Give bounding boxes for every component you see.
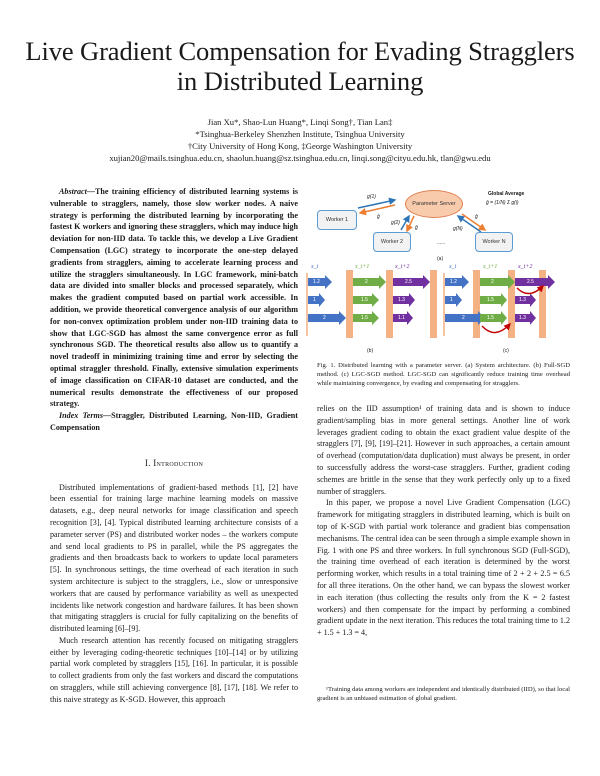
avg-label-2: ĝ <box>415 225 418 231</box>
abstract-text: —The training efficiency of distributed learning systems is vulnerable to stragglers, namely, those slow worker nodes. A naive strategy is performing the distributed learning by incorporating the fastest K workers and ignoring these stragglers, which may induce high deviation for non-IID data. To tackle this, we develop a Live Gradient Compensation (LGC) strategy to incorporate the one-step delayed gradients from stragglers, aiming to accelerate learning process and utilize the stragglers simultaneously. In LGC framework, mini-batch data are divided into smaller blocks and processed separately, which makes the gradient computed based on partial work accessible. In addition, we provide theoretical convergence analysis of our algorithm for non-convex optimization problem under non-IID training data to show that LGC-SGD has almost the same convergence error as full synchronous SGD. The theoretical results also allow us to quantify a novel tradeoff in minimizing training time and error by selecting the optimal straggler threshold. Finally, extensive simulation experiments of image classification on CIFAR-10 dataset are conducted, and the numerical results demonstrate the effectiveness of our proposed strategy. <box>50 187 298 409</box>
index-terms-label: Index Terms <box>59 411 103 421</box>
b-val: 2 <box>323 315 326 321</box>
b-val: 1.3 <box>398 297 405 303</box>
c-val: 1.5 <box>487 297 494 303</box>
footnote <box>317 686 570 704</box>
b-val: 1.5 <box>361 297 368 303</box>
section-heading: I. Introduction <box>144 457 204 468</box>
c-val: 1.3 <box>519 315 526 321</box>
iter-label-c-3: x_t+2 <box>518 264 533 270</box>
intro-paragraph-2: Much research attention has recently focused on mitigating stragglers either by leveraging coding-theoretic techniques [10]–[14] or by utilizing partial work completed by stragglers [15], [16]. In particular, it is possible to collect gradients from only the fast workers and discard the computations on stragglers, while still achieving convergence [8], [17], [18]. We refer to this naive strategy as K-SGD. However, this approach <box>50 635 298 704</box>
iter-label-c-1: x_t <box>449 264 457 270</box>
c-val: 2.5 <box>527 279 534 285</box>
emails: xujian20@mails.tsinghua.edu.cn, shaolun.huang@sz.tsinghua.edu.cn, linqi.song@cityu.edu.hk, tlan@gwu.edu <box>109 153 491 163</box>
worker-1-node: Worker 1 <box>317 210 357 230</box>
index-terms <box>50 410 298 434</box>
authors: Jian Xu*, Shao-Lun Huang*, Linqi Song†, Tian Lan‡ <box>207 117 393 127</box>
gradient-label-1: g(1) <box>367 194 376 200</box>
author-block <box>0 116 600 164</box>
right-column <box>317 403 570 639</box>
b-val: 1.5 <box>361 315 368 321</box>
worker-2-node: Worker 2 <box>373 232 411 252</box>
iter-label-b-1: x_t <box>311 264 319 270</box>
global-average-title: Global Average <box>488 191 525 197</box>
subfig-b-label: (b) <box>367 348 374 354</box>
global-average-formula: ĝ = (1/N) Σ g(i) <box>486 200 519 206</box>
affiliation-2: †City University of Hong Kong, ‡George Washington University <box>187 141 413 151</box>
iter-label-b-3: x_t+2 <box>395 264 410 270</box>
title-line-1: Live Gradient Compensation for Evading Stragglers <box>25 36 575 66</box>
paper-title <box>0 36 600 96</box>
worker-n-node: Worker N <box>475 232 513 252</box>
figure-caption: Fig. 1. Distributed learning with a parameter server. (a) System architecture. (b) Full-SGD method. (c) LGC-SGD method. LGC-SGD can significantly reduce training time overhead while maintaining convergence, by evading and compensating for stragglers. <box>317 362 570 387</box>
b-val: 1 <box>313 297 316 303</box>
c-val: 2 <box>462 315 465 321</box>
c-val: 1.5 <box>487 315 494 321</box>
subfig-a-label: (a) <box>437 256 444 262</box>
intro-paragraph-3: relies on the IID assumption¹ of training data and is shown to induce gradient/sampling bias in more general settings. Another line of work leverages gradient coding to obtain the exact gradient value despite of the stragglers [7], [9], [19]–[21]. However in such approaches, a certain amount of overhead (computation/data duplication) must always be present, in order to successfully address the worst-case stragglers. Further, gradient coding schemes are brittle in the sense that they work perfectly only up to a fixed number of stragglers. <box>317 404 570 496</box>
title-line-2: in Distributed Learning <box>176 66 424 96</box>
footnote-text: ¹Training data among workers are independent and identically distributed (IID), so that local gradient is an unbiased estimation of global gradient. <box>317 686 570 702</box>
intro-paragraph-4: In this paper, we propose a novel Live Gradient Compensation (LGC) framework for mitigating stragglers in distributed learning, which is built on top of K-SGD with partial work tolerance and gradient bias compensation mechanisms. The central idea can be seen through a simple example shown in Fig. 1 with one PS and three workers. In full synchronous SGD (Full-SGD), the training time overhead of each iteration is determined by the worst performing worker, which results in a total training time of 2 + 2 + 2.5 = 6.5 for all three iterations. On the other hand, we can bypass the slowest worker in each iteration (thus collecting the results only from the K = 2 fastest workers) and then compensate for the impact by performing a combined gradient update in the next iteration. This reduces the total training time to 1.2 + 1.5 + 1.3 = 4, <box>317 498 570 638</box>
figure-1 <box>305 178 590 368</box>
ellipsis: ...... <box>437 240 446 246</box>
b-val: 1.2 <box>313 279 320 285</box>
iter-label-c-2: x_t+1 <box>483 264 498 270</box>
c-val: 1 <box>450 297 453 303</box>
b-val: 2 <box>365 279 368 285</box>
avg-label-1: ĝ <box>377 214 380 220</box>
c-val: 2 <box>491 279 494 285</box>
iter-label-b-2: x_t+1 <box>355 264 370 270</box>
left-column <box>50 186 298 706</box>
avg-label-n: ĝ <box>475 214 478 220</box>
parameter-server-node: Parameter Server <box>405 190 463 218</box>
gradient-label-2: g(2) <box>391 220 400 226</box>
abstract <box>50 186 298 410</box>
abstract-label: Abstract <box>59 187 87 196</box>
c-val: 1.2 <box>450 279 457 285</box>
subfig-c-label: (c) <box>503 348 509 354</box>
index-terms-text: —Straggler, Distributed Learning, Non-IID, Gradient Compensation <box>50 411 298 432</box>
c-val: 1.3 <box>519 297 526 303</box>
b-val: 2.5 <box>405 279 412 285</box>
intro-paragraph-1: Distributed implementations of gradient-based methods [1], [2] have been essential for training large machine learning models on massive datasets, e.g., deep neural networks for image classification and speech recognition [3], [4]. Typical distributed learning architecture consists of a parameter server (PS) and distributed worker nodes – the workers compute and send local gradients to PS in parallel, while the PS aggregates the gradients and then broadcasts back to workers to update local parameters [5]. In synchronous settings, the time overhead of each iteration in such system architecture is subject to the stragglers, i.e., slow or unresponsive workers that are caused by performance variability as well as unexpected incidents like network congestion and hardware failures. It has been shown that mitigating stragglers is crucial for fully capitalizing on the benefits of distributed learning [6]–[9]. <box>50 482 298 634</box>
b-val: 1.1 <box>398 315 405 321</box>
gradient-label-n: g(N) <box>453 226 463 232</box>
affiliation-1: *Tsinghua-Berkeley Shenzhen Institute, Tsinghua University <box>195 129 405 139</box>
